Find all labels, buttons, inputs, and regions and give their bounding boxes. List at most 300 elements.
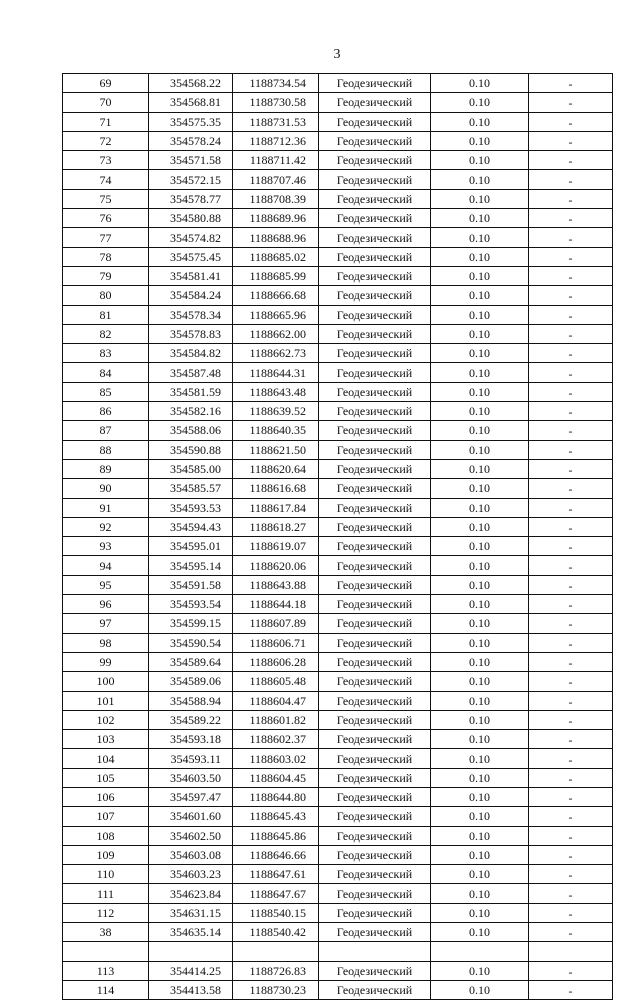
table-row bbox=[63, 170, 613, 189]
cell-point-number: 104 bbox=[63, 749, 149, 768]
cell-note: - bbox=[529, 402, 613, 421]
cell-note: - bbox=[529, 498, 613, 517]
cell-point-number bbox=[63, 942, 149, 961]
cell-note: - bbox=[529, 459, 613, 478]
cell-accuracy: 0.10 bbox=[431, 923, 529, 942]
cell-method: Геодезический bbox=[319, 787, 431, 806]
cell-note: - bbox=[529, 652, 613, 671]
cell-x-coordinate: 354588.06 bbox=[149, 421, 233, 440]
cell-point-number: 107 bbox=[63, 807, 149, 826]
cell-method: Геодезический bbox=[319, 93, 431, 112]
cell-point-number: 103 bbox=[63, 730, 149, 749]
cell-method: Геодезический bbox=[319, 382, 431, 401]
table-row bbox=[63, 382, 613, 401]
cell-y-coordinate: 1188730.58 bbox=[233, 93, 319, 112]
cell-accuracy: 0.10 bbox=[431, 961, 529, 980]
cell-y-coordinate: 1188711.42 bbox=[233, 151, 319, 170]
cell-note: - bbox=[529, 614, 613, 633]
cell-point-number: 112 bbox=[63, 903, 149, 922]
cell-point-number: 85 bbox=[63, 382, 149, 401]
table-row bbox=[63, 131, 613, 150]
cell-point-number: 105 bbox=[63, 768, 149, 787]
cell-x-coordinate: 354589.06 bbox=[149, 672, 233, 691]
table-row bbox=[63, 787, 613, 806]
cell-y-coordinate: 1188617.84 bbox=[233, 498, 319, 517]
table-row bbox=[63, 305, 613, 324]
table-row bbox=[63, 556, 613, 575]
table-row bbox=[63, 247, 613, 266]
cell-method: Геодезический bbox=[319, 652, 431, 671]
cell-accuracy: 0.10 bbox=[431, 228, 529, 247]
cell-x-coordinate: 354603.50 bbox=[149, 768, 233, 787]
table-row bbox=[63, 74, 613, 93]
cell-accuracy: 0.10 bbox=[431, 344, 529, 363]
cell-y-coordinate: 1188644.80 bbox=[233, 787, 319, 806]
table-row bbox=[63, 652, 613, 671]
cell-note: - bbox=[529, 479, 613, 498]
cell-accuracy: 0.10 bbox=[431, 903, 529, 922]
cell-method: Геодезический bbox=[319, 633, 431, 652]
cell-point-number: 75 bbox=[63, 189, 149, 208]
cell-note: - bbox=[529, 787, 613, 806]
cell-y-coordinate: 1188644.18 bbox=[233, 595, 319, 614]
cell-note: - bbox=[529, 730, 613, 749]
table-row bbox=[63, 826, 613, 845]
cell-accuracy: 0.10 bbox=[431, 402, 529, 421]
page-number: 3 bbox=[333, 47, 341, 62]
cell-method: Геодезический bbox=[319, 903, 431, 922]
cell-accuracy: 0.10 bbox=[431, 498, 529, 517]
table-row bbox=[63, 363, 613, 382]
cell-note: - bbox=[529, 903, 613, 922]
cell-note: - bbox=[529, 266, 613, 285]
cell-x-coordinate: 354602.50 bbox=[149, 826, 233, 845]
cell-point-number: 108 bbox=[63, 826, 149, 845]
cell-point-number: 113 bbox=[63, 961, 149, 980]
table-row bbox=[63, 980, 613, 999]
cell-accuracy: 0.10 bbox=[431, 672, 529, 691]
cell-method: Геодезический bbox=[319, 151, 431, 170]
cell-x-coordinate: 354593.11 bbox=[149, 749, 233, 768]
cell-method: Геодезический bbox=[319, 305, 431, 324]
cell-note: - bbox=[529, 93, 613, 112]
cell-x-coordinate: 354571.58 bbox=[149, 151, 233, 170]
cell-y-coordinate: 1188646.66 bbox=[233, 845, 319, 864]
cell-accuracy: 0.10 bbox=[431, 614, 529, 633]
cell-x-coordinate: 354580.88 bbox=[149, 209, 233, 228]
cell-x-coordinate: 354584.82 bbox=[149, 344, 233, 363]
cell-point-number: 38 bbox=[63, 923, 149, 942]
cell-x-coordinate: 354585.00 bbox=[149, 459, 233, 478]
cell-accuracy: 0.10 bbox=[431, 884, 529, 903]
cell-method: Геодезический bbox=[319, 768, 431, 787]
cell-method: Геодезический bbox=[319, 479, 431, 498]
cell-method: Геодезический bbox=[319, 440, 431, 459]
cell-y-coordinate: 1188734.54 bbox=[233, 74, 319, 93]
cell-accuracy: 0.10 bbox=[431, 382, 529, 401]
cell-x-coordinate: 354585.57 bbox=[149, 479, 233, 498]
cell-accuracy: 0.10 bbox=[431, 633, 529, 652]
table-row bbox=[63, 440, 613, 459]
cell-y-coordinate: 1188616.68 bbox=[233, 479, 319, 498]
cell-note: - bbox=[529, 228, 613, 247]
cell-point-number: 86 bbox=[63, 402, 149, 421]
cell-accuracy: 0.10 bbox=[431, 556, 529, 575]
cell-point-number: 91 bbox=[63, 498, 149, 517]
cell-point-number: 89 bbox=[63, 459, 149, 478]
cell-x-coordinate: 354593.54 bbox=[149, 595, 233, 614]
cell-accuracy: 0.10 bbox=[431, 266, 529, 285]
cell-point-number: 101 bbox=[63, 691, 149, 710]
cell-y-coordinate: 1188621.50 bbox=[233, 440, 319, 459]
table-row bbox=[63, 575, 613, 594]
cell-accuracy: 0.10 bbox=[431, 517, 529, 536]
cell-note: - bbox=[529, 923, 613, 942]
cell-y-coordinate: 1188662.73 bbox=[233, 344, 319, 363]
cell-accuracy: 0.10 bbox=[431, 440, 529, 459]
cell-accuracy: 0.10 bbox=[431, 710, 529, 729]
cell-x-coordinate: 354590.88 bbox=[149, 440, 233, 459]
cell-note: - bbox=[529, 980, 613, 999]
cell-accuracy bbox=[431, 942, 529, 961]
table-row bbox=[63, 344, 613, 363]
table-row bbox=[63, 942, 613, 961]
cell-y-coordinate: 1188644.31 bbox=[233, 363, 319, 382]
cell-y-coordinate: 1188605.48 bbox=[233, 672, 319, 691]
cell-method: Геодезический bbox=[319, 730, 431, 749]
cell-method: Геодезический bbox=[319, 324, 431, 343]
cell-x-coordinate: 354568.22 bbox=[149, 74, 233, 93]
cell-method: Геодезический bbox=[319, 286, 431, 305]
cell-x-coordinate: 354593.18 bbox=[149, 730, 233, 749]
table-row bbox=[63, 845, 613, 864]
cell-x-coordinate: 354578.24 bbox=[149, 131, 233, 150]
cell-x-coordinate: 354413.58 bbox=[149, 980, 233, 999]
cell-accuracy: 0.10 bbox=[431, 286, 529, 305]
cell-accuracy: 0.10 bbox=[431, 826, 529, 845]
cell-y-coordinate: 1188640.35 bbox=[233, 421, 319, 440]
cell-y-coordinate: 1188540.15 bbox=[233, 903, 319, 922]
cell-y-coordinate: 1188607.89 bbox=[233, 614, 319, 633]
cell-y-coordinate: 1188707.46 bbox=[233, 170, 319, 189]
cell-note: - bbox=[529, 691, 613, 710]
table-row bbox=[63, 614, 613, 633]
cell-accuracy: 0.10 bbox=[431, 421, 529, 440]
table-row bbox=[63, 865, 613, 884]
cell-y-coordinate: 1188662.00 bbox=[233, 324, 319, 343]
cell-method: Геодезический bbox=[319, 961, 431, 980]
cell-x-coordinate: 354572.15 bbox=[149, 170, 233, 189]
cell-y-coordinate: 1188604.47 bbox=[233, 691, 319, 710]
cell-point-number: 109 bbox=[63, 845, 149, 864]
cell-point-number: 84 bbox=[63, 363, 149, 382]
table-row bbox=[63, 402, 613, 421]
cell-y-coordinate: 1188688.96 bbox=[233, 228, 319, 247]
cell-y-coordinate: 1188689.96 bbox=[233, 209, 319, 228]
cell-y-coordinate: 1188666.68 bbox=[233, 286, 319, 305]
cell-note: - bbox=[529, 845, 613, 864]
cell-note: - bbox=[529, 131, 613, 150]
cell-note: - bbox=[529, 363, 613, 382]
cell-method: Геодезический bbox=[319, 749, 431, 768]
cell-method: Геодезический bbox=[319, 421, 431, 440]
cell-note: - bbox=[529, 884, 613, 903]
cell-method: Геодезический bbox=[319, 595, 431, 614]
cell-point-number: 110 bbox=[63, 865, 149, 884]
cell-method: Геодезический bbox=[319, 672, 431, 691]
cell-note: - bbox=[529, 595, 613, 614]
cell-x-coordinate: 354414.25 bbox=[149, 961, 233, 980]
cell-accuracy: 0.10 bbox=[431, 537, 529, 556]
cell-y-coordinate: 1188685.99 bbox=[233, 266, 319, 285]
cell-accuracy: 0.10 bbox=[431, 865, 529, 884]
cell-method: Геодезический bbox=[319, 498, 431, 517]
table-row bbox=[63, 961, 613, 980]
cell-x-coordinate bbox=[149, 942, 233, 961]
cell-method: Геодезический bbox=[319, 228, 431, 247]
cell-note: - bbox=[529, 74, 613, 93]
table-row bbox=[63, 517, 613, 536]
cell-note: - bbox=[529, 151, 613, 170]
cell-point-number: 80 bbox=[63, 286, 149, 305]
cell-x-coordinate: 354623.84 bbox=[149, 884, 233, 903]
cell-y-coordinate: 1188540.42 bbox=[233, 923, 319, 942]
cell-method: Геодезический bbox=[319, 74, 431, 93]
cell-accuracy: 0.10 bbox=[431, 479, 529, 498]
cell-y-coordinate: 1188647.61 bbox=[233, 865, 319, 884]
cell-accuracy: 0.10 bbox=[431, 74, 529, 93]
cell-x-coordinate: 354590.54 bbox=[149, 633, 233, 652]
cell-y-coordinate: 1188601.82 bbox=[233, 710, 319, 729]
cell-method: Геодезический bbox=[319, 112, 431, 131]
cell-x-coordinate: 354568.81 bbox=[149, 93, 233, 112]
cell-accuracy: 0.10 bbox=[431, 980, 529, 999]
cell-point-number: 77 bbox=[63, 228, 149, 247]
cell-x-coordinate: 354595.01 bbox=[149, 537, 233, 556]
table-row bbox=[63, 710, 613, 729]
table-row bbox=[63, 903, 613, 922]
cell-x-coordinate: 354575.45 bbox=[149, 247, 233, 266]
cell-y-coordinate: 1188639.52 bbox=[233, 402, 319, 421]
cell-y-coordinate: 1188604.45 bbox=[233, 768, 319, 787]
cell-point-number: 96 bbox=[63, 595, 149, 614]
cell-point-number: 71 bbox=[63, 112, 149, 131]
cell-point-number: 90 bbox=[63, 479, 149, 498]
cell-note: - bbox=[529, 421, 613, 440]
table-row bbox=[63, 633, 613, 652]
cell-method: Геодезический bbox=[319, 402, 431, 421]
table-row bbox=[63, 479, 613, 498]
cell-note: - bbox=[529, 344, 613, 363]
cell-note: - bbox=[529, 575, 613, 594]
cell-method: Геодезический bbox=[319, 459, 431, 478]
cell-x-coordinate: 354601.60 bbox=[149, 807, 233, 826]
cell-point-number: 94 bbox=[63, 556, 149, 575]
cell-method: Геодезический bbox=[319, 247, 431, 266]
cell-note: - bbox=[529, 170, 613, 189]
table-row bbox=[63, 595, 613, 614]
cell-y-coordinate: 1188647.67 bbox=[233, 884, 319, 903]
cell-x-coordinate: 354589.22 bbox=[149, 710, 233, 729]
table-row bbox=[63, 498, 613, 517]
cell-y-coordinate: 1188606.71 bbox=[233, 633, 319, 652]
cell-point-number: 74 bbox=[63, 170, 149, 189]
cell-y-coordinate: 1188708.39 bbox=[233, 189, 319, 208]
cell-accuracy: 0.10 bbox=[431, 595, 529, 614]
cell-y-coordinate: 1188645.86 bbox=[233, 826, 319, 845]
cell-accuracy: 0.10 bbox=[431, 305, 529, 324]
cell-note: - bbox=[529, 324, 613, 343]
cell-note: - bbox=[529, 305, 613, 324]
cell-point-number: 78 bbox=[63, 247, 149, 266]
cell-method: Геодезический bbox=[319, 556, 431, 575]
table-row bbox=[63, 537, 613, 556]
cell-point-number: 88 bbox=[63, 440, 149, 459]
cell-y-coordinate bbox=[233, 942, 319, 961]
cell-y-coordinate: 1188712.36 bbox=[233, 131, 319, 150]
cell-point-number: 70 bbox=[63, 93, 149, 112]
table-row bbox=[63, 266, 613, 285]
cell-accuracy: 0.10 bbox=[431, 749, 529, 768]
cell-point-number: 73 bbox=[63, 151, 149, 170]
cell-x-coordinate: 354631.15 bbox=[149, 903, 233, 922]
cell-note: - bbox=[529, 382, 613, 401]
table-row bbox=[63, 884, 613, 903]
cell-accuracy: 0.10 bbox=[431, 189, 529, 208]
cell-point-number: 82 bbox=[63, 324, 149, 343]
cell-note: - bbox=[529, 112, 613, 131]
cell-x-coordinate: 354574.82 bbox=[149, 228, 233, 247]
cell-x-coordinate: 354595.14 bbox=[149, 556, 233, 575]
cell-point-number: 99 bbox=[63, 652, 149, 671]
cell-note: - bbox=[529, 556, 613, 575]
cell-method: Геодезический bbox=[319, 266, 431, 285]
cell-y-coordinate: 1188730.23 bbox=[233, 980, 319, 999]
cell-x-coordinate: 354594.43 bbox=[149, 517, 233, 536]
cell-y-coordinate: 1188731.53 bbox=[233, 112, 319, 131]
table-row bbox=[63, 807, 613, 826]
cell-accuracy: 0.10 bbox=[431, 93, 529, 112]
cell-point-number: 87 bbox=[63, 421, 149, 440]
cell-method: Геодезический bbox=[319, 170, 431, 189]
cell-method: Геодезический bbox=[319, 923, 431, 942]
table-row bbox=[63, 151, 613, 170]
cell-method: Геодезический bbox=[319, 980, 431, 999]
cell-x-coordinate: 354603.23 bbox=[149, 865, 233, 884]
cell-x-coordinate: 354588.94 bbox=[149, 691, 233, 710]
cell-point-number: 72 bbox=[63, 131, 149, 150]
cell-point-number: 106 bbox=[63, 787, 149, 806]
cell-accuracy: 0.10 bbox=[431, 652, 529, 671]
cell-note: - bbox=[529, 961, 613, 980]
cell-accuracy: 0.10 bbox=[431, 575, 529, 594]
cell-method: Геодезический bbox=[319, 865, 431, 884]
cell-note: - bbox=[529, 189, 613, 208]
cell-note: - bbox=[529, 440, 613, 459]
table-row bbox=[63, 286, 613, 305]
cell-note bbox=[529, 942, 613, 961]
table-row bbox=[63, 228, 613, 247]
cell-x-coordinate: 354578.77 bbox=[149, 189, 233, 208]
cell-accuracy: 0.10 bbox=[431, 787, 529, 806]
cell-y-coordinate: 1188606.28 bbox=[233, 652, 319, 671]
cell-x-coordinate: 354635.14 bbox=[149, 923, 233, 942]
cell-note: - bbox=[529, 247, 613, 266]
cell-y-coordinate: 1188685.02 bbox=[233, 247, 319, 266]
cell-point-number: 76 bbox=[63, 209, 149, 228]
cell-accuracy: 0.10 bbox=[431, 768, 529, 787]
cell-note: - bbox=[529, 826, 613, 845]
table-row bbox=[63, 209, 613, 228]
cell-method: Геодезический bbox=[319, 826, 431, 845]
cell-point-number: 97 bbox=[63, 614, 149, 633]
cell-accuracy: 0.10 bbox=[431, 845, 529, 864]
cell-y-coordinate: 1188645.43 bbox=[233, 807, 319, 826]
cell-y-coordinate: 1188665.96 bbox=[233, 305, 319, 324]
cell-point-number: 93 bbox=[63, 537, 149, 556]
table-row bbox=[63, 112, 613, 131]
cell-note: - bbox=[529, 672, 613, 691]
cell-x-coordinate: 354591.58 bbox=[149, 575, 233, 594]
cell-x-coordinate: 354593.53 bbox=[149, 498, 233, 517]
table-row bbox=[63, 730, 613, 749]
cell-accuracy: 0.10 bbox=[431, 691, 529, 710]
table-row bbox=[63, 324, 613, 343]
cell-point-number: 92 bbox=[63, 517, 149, 536]
cell-method bbox=[319, 942, 431, 961]
cell-x-coordinate: 354597.47 bbox=[149, 787, 233, 806]
cell-method: Геодезический bbox=[319, 363, 431, 382]
cell-note: - bbox=[529, 633, 613, 652]
cell-note: - bbox=[529, 286, 613, 305]
cell-x-coordinate: 354589.64 bbox=[149, 652, 233, 671]
cell-note: - bbox=[529, 710, 613, 729]
cell-x-coordinate: 354584.24 bbox=[149, 286, 233, 305]
cell-y-coordinate: 1188643.48 bbox=[233, 382, 319, 401]
cell-point-number: 114 bbox=[63, 980, 149, 999]
cell-note: - bbox=[529, 865, 613, 884]
cell-point-number: 79 bbox=[63, 266, 149, 285]
table-row bbox=[63, 768, 613, 787]
cell-point-number: 100 bbox=[63, 672, 149, 691]
table-row bbox=[63, 189, 613, 208]
cell-method: Геодезический bbox=[319, 691, 431, 710]
cell-y-coordinate: 1188620.64 bbox=[233, 459, 319, 478]
table-row bbox=[63, 93, 613, 112]
cell-point-number: 83 bbox=[63, 344, 149, 363]
cell-x-coordinate: 354603.08 bbox=[149, 845, 233, 864]
cell-method: Геодезический bbox=[319, 131, 431, 150]
cell-y-coordinate: 1188618.27 bbox=[233, 517, 319, 536]
cell-accuracy: 0.10 bbox=[431, 459, 529, 478]
cell-note: - bbox=[529, 209, 613, 228]
cell-x-coordinate: 354575.35 bbox=[149, 112, 233, 131]
cell-point-number: 102 bbox=[63, 710, 149, 729]
cell-accuracy: 0.10 bbox=[431, 363, 529, 382]
cell-y-coordinate: 1188602.37 bbox=[233, 730, 319, 749]
cell-x-coordinate: 354599.15 bbox=[149, 614, 233, 633]
cell-accuracy: 0.10 bbox=[431, 730, 529, 749]
cell-note: - bbox=[529, 537, 613, 556]
cell-point-number: 95 bbox=[63, 575, 149, 594]
cell-method: Геодезический bbox=[319, 517, 431, 536]
cell-accuracy: 0.10 bbox=[431, 324, 529, 343]
cell-point-number: 111 bbox=[63, 884, 149, 903]
cell-accuracy: 0.10 bbox=[431, 807, 529, 826]
coordinates-table-body bbox=[63, 74, 613, 1000]
cell-accuracy: 0.10 bbox=[431, 247, 529, 266]
cell-accuracy: 0.10 bbox=[431, 209, 529, 228]
